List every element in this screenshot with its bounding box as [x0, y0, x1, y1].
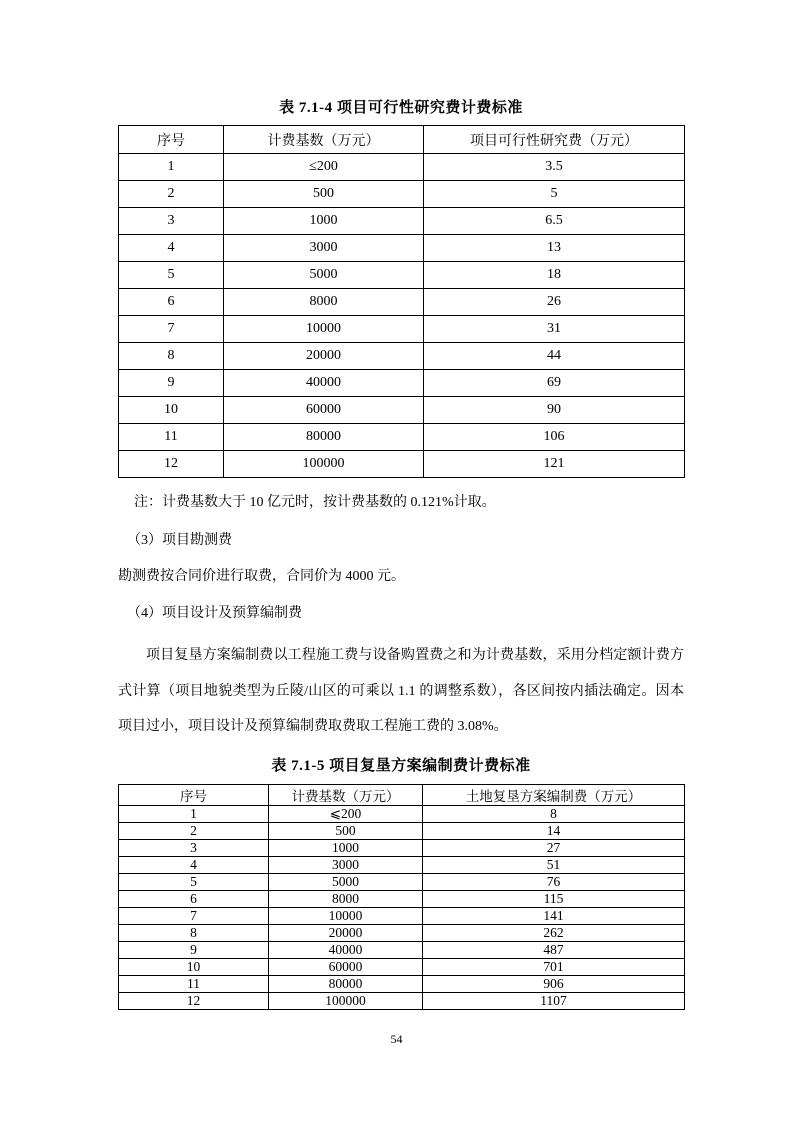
table-cell: 141 — [423, 908, 685, 925]
table-row — [119, 891, 685, 908]
table-cell: 487 — [423, 942, 685, 959]
table-cell: 5 — [424, 181, 685, 208]
table-row — [119, 451, 685, 478]
table-row — [119, 262, 685, 289]
table-cell: ≤200 — [224, 154, 424, 181]
item3-text: 勘测费按合同价进行取费，合同价为 4000 元。 — [118, 569, 405, 584]
table-cell: 14 — [423, 823, 685, 840]
table-cell: 500 — [224, 181, 424, 208]
table-cell: 1107 — [423, 993, 685, 1010]
table-cell: 10 — [119, 397, 224, 424]
table-cell: 8 — [119, 925, 269, 942]
table-cell: 906 — [423, 976, 685, 993]
item4-heading: （4）项目设计及预算编制费 — [127, 606, 302, 621]
table-cell: 4 — [119, 857, 269, 874]
table-cell: 121 — [424, 451, 685, 478]
table-cell: 5 — [119, 874, 269, 891]
table-row — [119, 316, 685, 343]
table-row — [119, 942, 685, 959]
table-cell: 115 — [423, 891, 685, 908]
table-cell: 3 — [119, 208, 224, 235]
table-cell: 1 — [119, 806, 269, 823]
table-cell: 18 — [424, 262, 685, 289]
table-cell: 4 — [119, 235, 224, 262]
table2-title: 表 7.1-5 项目复垦方案编制费计费标准 — [271, 758, 531, 774]
table-header-row — [119, 126, 685, 154]
table-row — [119, 908, 685, 925]
table-row — [119, 343, 685, 370]
table-cell: 5000 — [269, 874, 423, 891]
table-cell: 12 — [119, 451, 224, 478]
table-row — [119, 840, 685, 857]
table-row — [119, 993, 685, 1010]
table-cell: 60000 — [269, 959, 423, 976]
item4-paragraph: 项目复垦方案编制费以工程施工费与设备购置费之和为计费基数，采用分档定额计费方式计算（项目地貌类型为丘陵/山区的可乘以 1.1 的调整系数），各区间按内插法确定。因本项目过小，项目设计及预算编制费取费取工程施工费的 3.08%。 — [118, 648, 684, 734]
table-cell: 8000 — [269, 891, 423, 908]
table-cell: 262 — [423, 925, 685, 942]
table-cell: 90 — [424, 397, 685, 424]
page-number: 54 — [390, 1032, 403, 1046]
column-header-seq: 序号 — [119, 126, 224, 154]
column-header-seq: 序号 — [119, 785, 269, 806]
column-header-base: 计费基数（万元） — [269, 785, 423, 806]
table-cell: 100000 — [224, 451, 424, 478]
table-row — [119, 806, 685, 823]
table-cell: 500 — [269, 823, 423, 840]
table-cell: 51 — [423, 857, 685, 874]
table-cell: ⩽200 — [269, 806, 423, 823]
table-cell: 7 — [119, 316, 224, 343]
table-cell: 5000 — [224, 262, 424, 289]
table-cell: 9 — [119, 370, 224, 397]
table1-note: 注：计费基数大于 10 亿元时，按计费基数的 0.121%计取。 — [134, 495, 496, 510]
table-cell: 6 — [119, 289, 224, 316]
table-cell: 3000 — [269, 857, 423, 874]
table-row — [119, 370, 685, 397]
table-cell: 27 — [423, 840, 685, 857]
table-header-row — [119, 785, 685, 806]
table-cell: 3000 — [224, 235, 424, 262]
table-cell: 106 — [424, 424, 685, 451]
table-row — [119, 823, 685, 840]
table-cell: 3.5 — [424, 154, 685, 181]
table-cell: 10000 — [224, 316, 424, 343]
table-row — [119, 208, 685, 235]
table-cell: 69 — [424, 370, 685, 397]
table-cell: 8 — [423, 806, 685, 823]
table-cell: 11 — [119, 976, 269, 993]
table-cell: 11 — [119, 424, 224, 451]
table-cell: 44 — [424, 343, 685, 370]
table-cell: 701 — [423, 959, 685, 976]
table-cell: 2 — [119, 181, 224, 208]
table-row — [119, 959, 685, 976]
table-row — [119, 424, 685, 451]
table-row — [119, 181, 685, 208]
table-cell: 40000 — [224, 370, 424, 397]
table-cell: 76 — [423, 874, 685, 891]
table-cell: 100000 — [269, 993, 423, 1010]
table-cell: 2 — [119, 823, 269, 840]
table-cell: 8000 — [224, 289, 424, 316]
table-cell: 1 — [119, 154, 224, 181]
reclamation-plan-fee-table — [118, 784, 685, 1010]
column-header-fee: 土地复垦方案编制费（万元） — [423, 785, 685, 806]
table-row — [119, 857, 685, 874]
table-cell: 1000 — [269, 840, 423, 857]
table-cell: 20000 — [224, 343, 424, 370]
table-cell: 80000 — [224, 424, 424, 451]
table-cell: 3 — [119, 840, 269, 857]
table-cell: 6 — [119, 891, 269, 908]
table-row — [119, 976, 685, 993]
table-cell: 8 — [119, 343, 224, 370]
table-row — [119, 235, 685, 262]
table-cell: 26 — [424, 289, 685, 316]
table-cell: 80000 — [269, 976, 423, 993]
table-cell: 9 — [119, 942, 269, 959]
column-header-fee: 项目可行性研究费（万元） — [424, 126, 685, 154]
table-cell: 31 — [424, 316, 685, 343]
table-row — [119, 289, 685, 316]
table-row — [119, 874, 685, 891]
table-row — [119, 154, 685, 181]
table-cell: 40000 — [269, 942, 423, 959]
table-cell: 5 — [119, 262, 224, 289]
table-row — [119, 925, 685, 942]
table-cell: 7 — [119, 908, 269, 925]
table-cell: 10000 — [269, 908, 423, 925]
item3-heading: （3）项目勘测费 — [127, 533, 232, 548]
table1-title: 表 7.1-4 项目可行性研究费计费标准 — [279, 100, 523, 116]
table-cell: 6.5 — [424, 208, 685, 235]
table-cell: 60000 — [224, 397, 424, 424]
table-cell: 10 — [119, 959, 269, 976]
table-row — [119, 397, 685, 424]
feasibility-study-fee-table — [118, 125, 685, 478]
table-cell: 13 — [424, 235, 685, 262]
column-header-base: 计费基数（万元） — [224, 126, 424, 154]
table-cell: 1000 — [224, 208, 424, 235]
table-cell: 12 — [119, 993, 269, 1010]
table-cell: 20000 — [269, 925, 423, 942]
